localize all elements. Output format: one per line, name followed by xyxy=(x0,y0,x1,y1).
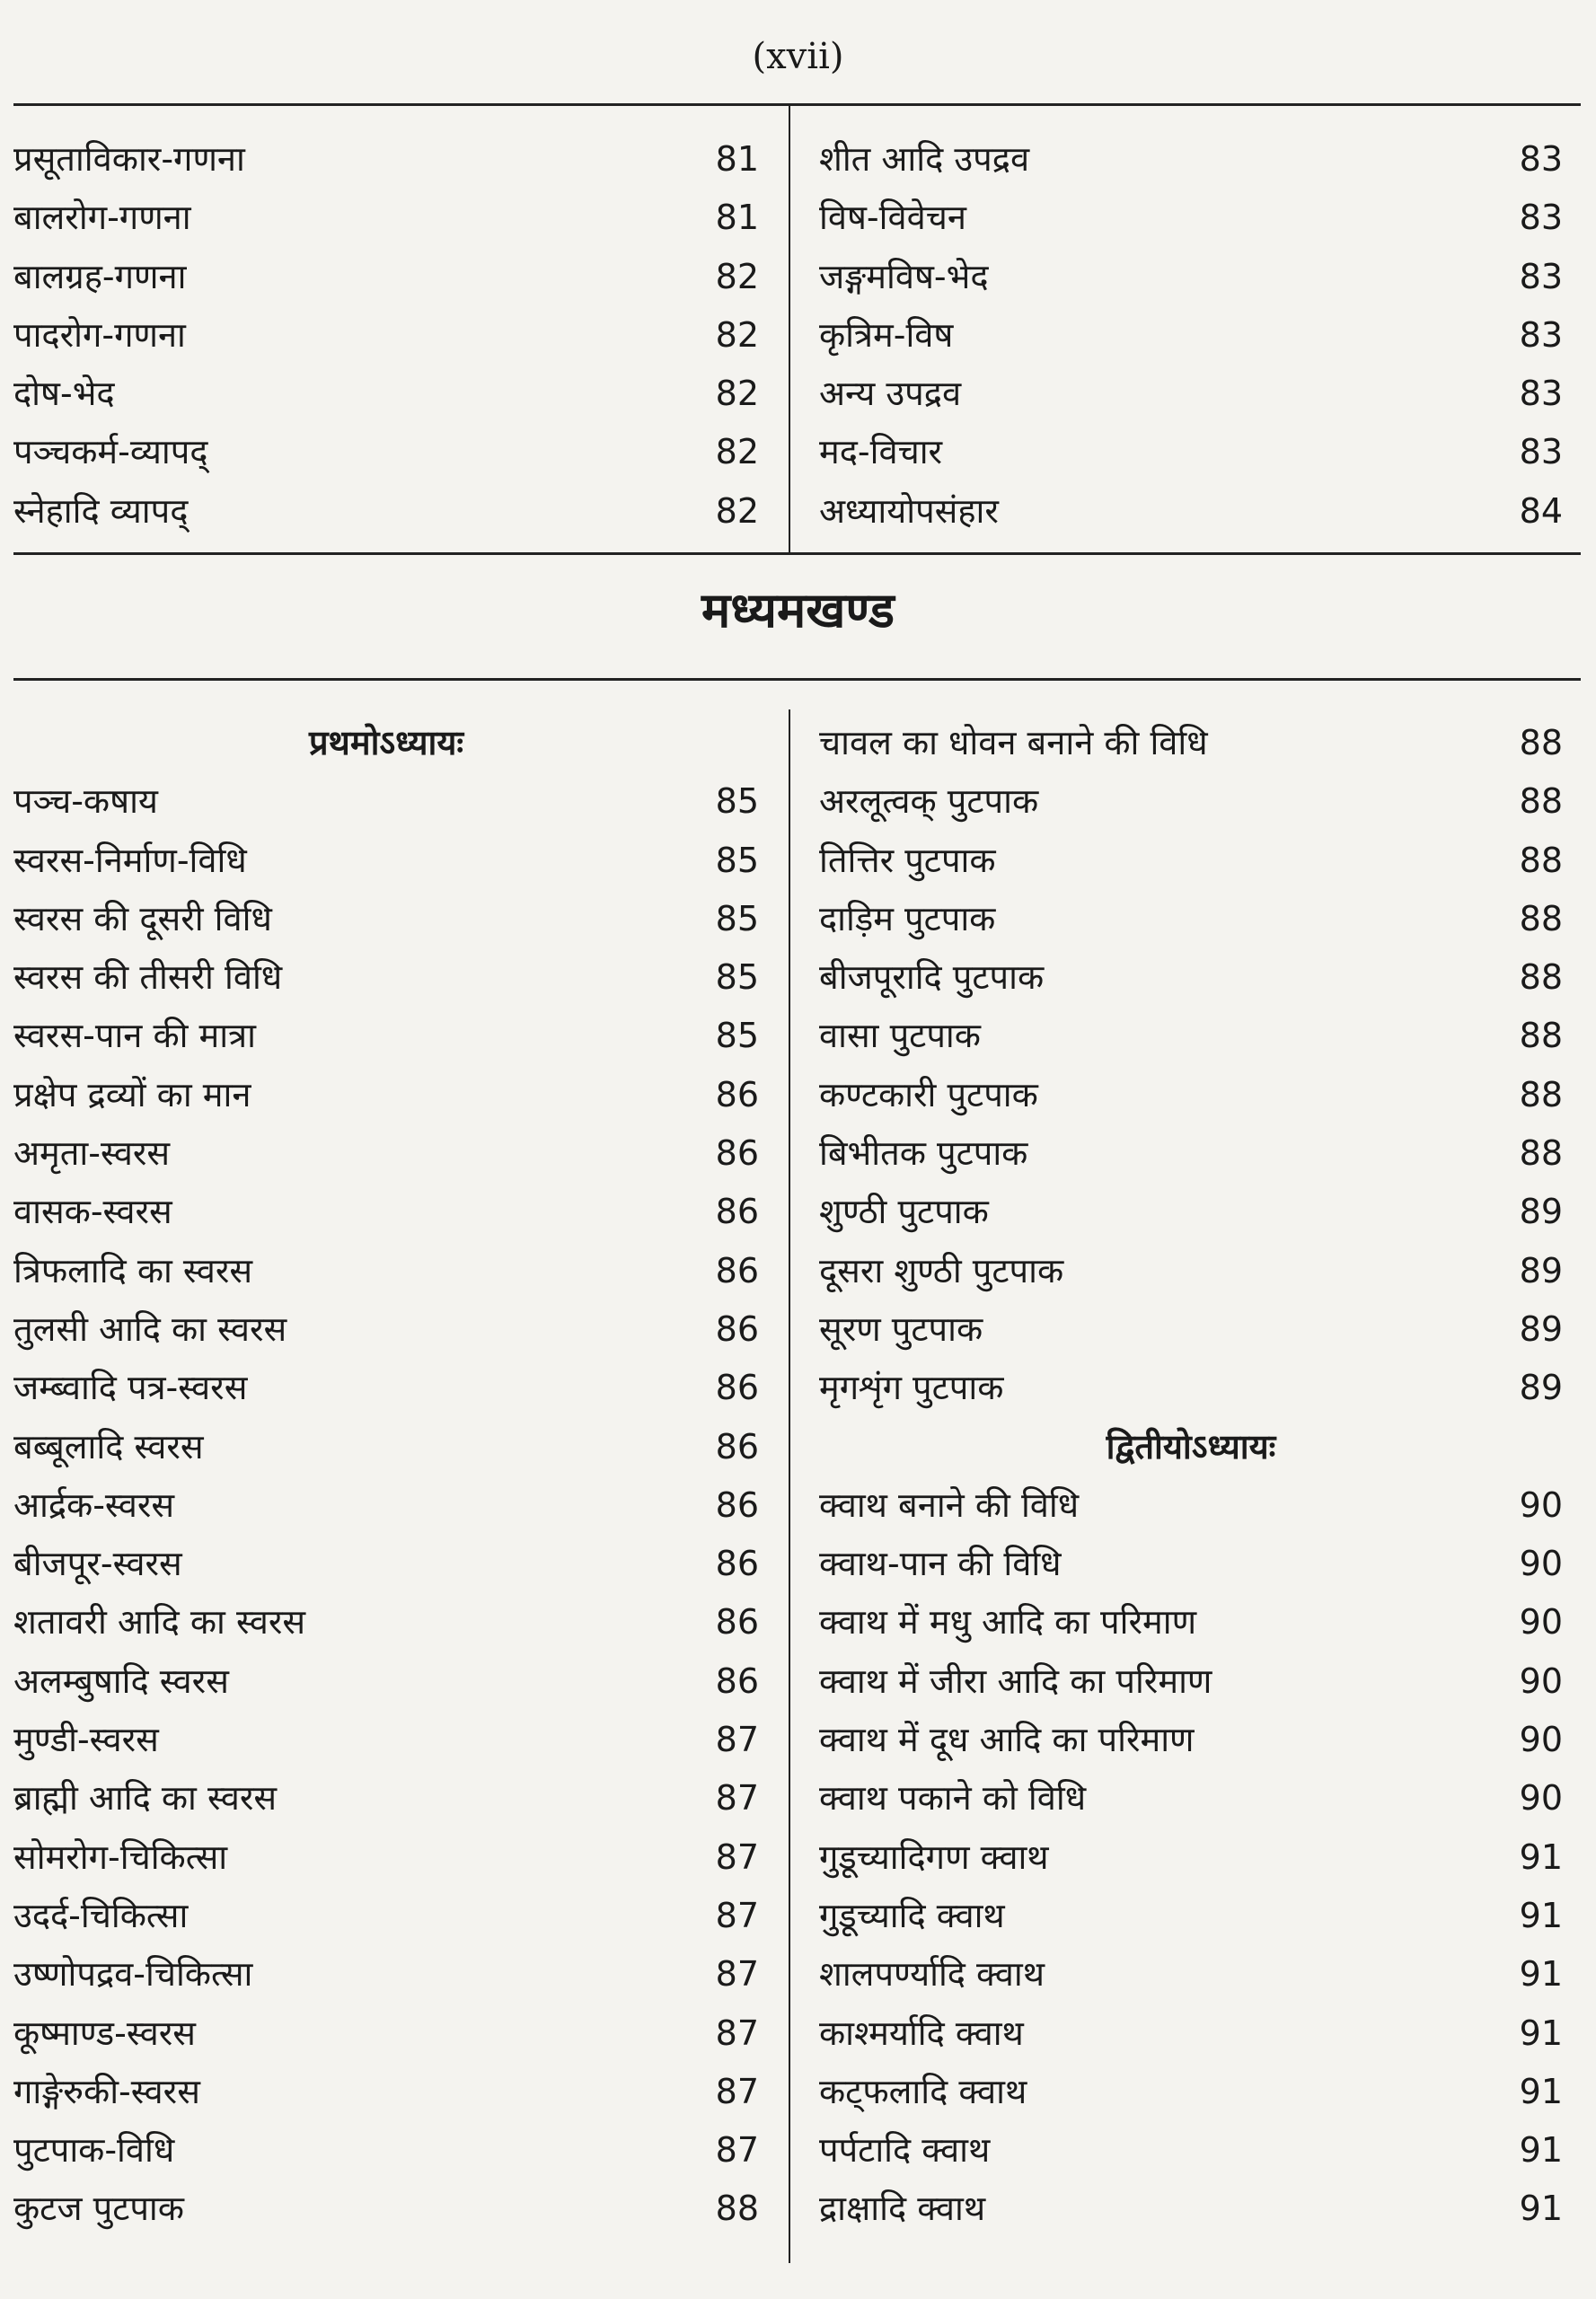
entry-title: बालग्रह-गणना xyxy=(13,256,187,296)
entry-title: ब्राह्मी आदि का स्वरस xyxy=(13,1778,278,1819)
entry-page: 87 xyxy=(715,2071,759,2111)
entry-title: उदर्द-चिकित्सा xyxy=(13,1895,189,1935)
entry-page: 87 xyxy=(715,2130,759,2171)
entry-title: क्वाथ बनाने की विधि xyxy=(819,1484,1080,1525)
entry-title: तुलसी आदि का स्वरस xyxy=(13,1308,287,1349)
entry-title: अमृता-स्वरस xyxy=(13,1133,171,1174)
toc-entry xyxy=(13,1887,759,1945)
entry-page: 90 xyxy=(1519,1778,1563,1819)
toc-entry xyxy=(819,1124,1563,1183)
toc-entry xyxy=(13,423,759,481)
entry-page: 83 xyxy=(1519,432,1563,472)
toc-entry xyxy=(819,306,1563,365)
toc-entry xyxy=(13,1769,759,1828)
entry-page: 85 xyxy=(715,898,759,938)
entry-title: प्रक्षेप द्रव्यों का मान xyxy=(13,1074,251,1114)
entry-title: वासा पुटपाक xyxy=(819,1016,981,1056)
toc-entry xyxy=(13,1066,759,1124)
toc-entry xyxy=(13,2121,759,2180)
entry-title: उष्णोपद्रव-चिकित्सा xyxy=(13,1954,253,1995)
toc-entry xyxy=(819,1300,1563,1359)
entry-title: तित्तिर पुटपाक xyxy=(819,840,996,880)
toc-entry xyxy=(819,1887,1563,1945)
bottom-column-divider xyxy=(789,709,790,2263)
page-number: (xvii) xyxy=(752,36,844,77)
toc-entry xyxy=(13,1652,759,1711)
top-rule xyxy=(13,103,1581,106)
entry-title: क्वाथ-पान की विधि xyxy=(819,1544,1062,1584)
entry-page: 86 xyxy=(715,1368,759,1408)
entry-page: 82 xyxy=(715,374,759,414)
entry-page: 81 xyxy=(715,139,759,179)
entry-title: क्वाथ में दूध आदि का परिमाण xyxy=(819,1720,1195,1760)
entry-title: अन्य उपद्रव xyxy=(819,374,962,414)
entry-title: गुडूच्यादि क्वाथ xyxy=(819,1895,1005,1935)
entry-page: 88 xyxy=(1519,1133,1563,1174)
toc-entry xyxy=(13,2063,759,2121)
toc-entry xyxy=(819,1652,1563,1711)
entry-page: 85 xyxy=(715,781,759,822)
entry-page: 91 xyxy=(1519,1837,1563,1877)
toc-entry xyxy=(13,1124,759,1183)
entry-page: 86 xyxy=(715,1484,759,1525)
toc-entry xyxy=(13,1359,759,1417)
entry-page: 89 xyxy=(1519,1368,1563,1408)
entry-title: गुडूच्यादिगण क्वाथ xyxy=(819,1837,1049,1877)
entry-page: 85 xyxy=(715,957,759,998)
entry-page: 83 xyxy=(1519,139,1563,179)
entry-page: 85 xyxy=(715,840,759,880)
entry-title: कुटज पुटपाक xyxy=(13,2189,184,2229)
entry-title: स्वरस की तीसरी विधि xyxy=(13,957,283,998)
entry-title: गाङ्गेरुकी-स्वरस xyxy=(13,2071,200,2111)
entry-title: पादरोग-गणना xyxy=(13,314,186,355)
entry-title: बालरोग-गणना xyxy=(13,198,191,238)
entry-page: 82 xyxy=(715,490,759,531)
toc-entry xyxy=(819,248,1563,306)
entry-title: त्रिफलादि का स्वरस xyxy=(13,1250,253,1290)
entry-page: 86 xyxy=(715,1192,759,1232)
entry-page: 87 xyxy=(715,1895,759,1935)
entry-title: शुण्ठी पुटपाक xyxy=(819,1192,989,1232)
entry-title: सूरण पुटपाक xyxy=(819,1308,983,1349)
toc-entry xyxy=(13,1007,759,1065)
toc-entry xyxy=(13,772,759,831)
toc-entry xyxy=(819,1535,1563,1593)
toc-entry xyxy=(13,365,759,423)
entry-page: 84 xyxy=(1519,490,1563,531)
entry-page: 86 xyxy=(715,1250,759,1290)
entry-page: 91 xyxy=(1519,2013,1563,2053)
entry-title: बीजपूरादि पुटपाक xyxy=(819,957,1045,998)
entry-title: बब्बूलादि स्वरस xyxy=(13,1426,204,1467)
entry-page: 88 xyxy=(1519,898,1563,938)
entry-title: प्रसूताविकार-गणना xyxy=(13,139,245,179)
entry-page: 90 xyxy=(1519,1484,1563,1525)
entry-title: कण्टकारी पुटपाक xyxy=(819,1074,1038,1114)
entry-title: दोष-भेद xyxy=(13,374,115,414)
entry-page: 82 xyxy=(715,256,759,296)
toc-entry xyxy=(819,714,1563,772)
entry-title: जङ्गमविष-भेद xyxy=(819,256,989,296)
toc-entry xyxy=(819,130,1563,189)
entry-page: 90 xyxy=(1519,1602,1563,1643)
entry-title: शालपर्ण्यादि क्वाथ xyxy=(819,1954,1045,1995)
entry-title: पञ्च-कषाय xyxy=(13,781,158,822)
chapter-2-heading: द्वितीयोऽध्यायः xyxy=(1106,1426,1276,1467)
toc-entry xyxy=(819,1945,1563,2004)
entry-title: स्वरस-पान की मात्रा xyxy=(13,1016,256,1056)
entry-title: अरलूत्वक् पुटपाक xyxy=(819,781,1039,822)
entry-title: क्वाथ में जीरा आदि का परिमाण xyxy=(819,1660,1212,1701)
entry-page: 87 xyxy=(715,1778,759,1819)
entry-title: बीजपूर-स्वरस xyxy=(13,1544,182,1584)
entry-page: 88 xyxy=(715,2189,759,2229)
toc-entry xyxy=(13,2180,759,2238)
section-title: मध्यमखण्ड xyxy=(701,582,895,639)
entry-title: अलम्बुषादि स्वरस xyxy=(13,1660,229,1701)
bottom-left-entries xyxy=(13,714,759,2239)
toc-entry xyxy=(819,2004,1563,2063)
entry-title: मद-विचार xyxy=(819,432,943,472)
entry-title: काश्मर्यादि क्वाथ xyxy=(819,2013,1024,2053)
entry-page: 91 xyxy=(1519,1895,1563,1935)
toc-entry xyxy=(13,2004,759,2063)
entry-title: दाड़िम पुटपाक xyxy=(819,898,996,938)
toc-entry xyxy=(819,1183,1563,1241)
entry-title: कट्फलादि क्वाथ xyxy=(819,2071,1027,2111)
entry-page: 88 xyxy=(1519,840,1563,880)
entry-page: 83 xyxy=(1519,198,1563,238)
entry-page: 90 xyxy=(1519,1720,1563,1760)
toc-entry xyxy=(819,1242,1563,1300)
entry-page: 91 xyxy=(1519,2130,1563,2171)
entry-page: 86 xyxy=(715,1426,759,1467)
top-column-divider xyxy=(789,105,790,554)
entry-page: 88 xyxy=(1519,957,1563,998)
entry-page: 91 xyxy=(1519,1954,1563,1995)
toc-entry xyxy=(13,1300,759,1359)
toc-entry xyxy=(13,890,759,948)
entry-page: 83 xyxy=(1519,314,1563,355)
entry-page: 87 xyxy=(715,1720,759,1760)
entry-page: 90 xyxy=(1519,1544,1563,1584)
entry-page: 89 xyxy=(1519,1308,1563,1349)
top-right-entries xyxy=(819,130,1563,541)
toc-entry xyxy=(819,482,1563,541)
top-section-bottom-rule xyxy=(13,552,1581,555)
toc-entry xyxy=(819,2180,1563,2238)
toc-entry xyxy=(819,1066,1563,1124)
toc-entry xyxy=(13,1418,759,1476)
entry-title: क्वाथ में मधु आदि का परिमाण xyxy=(819,1602,1197,1643)
toc-entry xyxy=(819,1007,1563,1065)
toc-entry xyxy=(819,1769,1563,1828)
toc-entry xyxy=(13,1828,759,1887)
entry-page: 90 xyxy=(1519,1660,1563,1701)
toc-entry xyxy=(13,1242,759,1300)
middle-section-rule xyxy=(13,678,1581,681)
toc-entry xyxy=(13,1593,759,1652)
entry-title: विष-विवेचन xyxy=(819,198,966,238)
entry-title: पुटपाक-विधि xyxy=(13,2130,175,2171)
entry-page: 82 xyxy=(715,314,759,355)
toc-entry xyxy=(13,189,759,247)
top-left-entries xyxy=(13,130,759,541)
entry-title: चावल का धोवन बनाने की विधि xyxy=(819,723,1208,762)
entry-title: अध्यायोपसंहार xyxy=(819,490,999,531)
entry-title: क्वाथ पकाने को विधि xyxy=(819,1778,1087,1819)
entry-page: 86 xyxy=(715,1133,759,1174)
entry-page: 91 xyxy=(1519,2071,1563,2111)
entry-page: 86 xyxy=(715,1074,759,1114)
entry-page: 89 xyxy=(1519,1250,1563,1290)
toc-entry xyxy=(13,1945,759,2004)
entry-page: 83 xyxy=(1519,374,1563,414)
entry-page: 83 xyxy=(1519,256,1563,296)
entry-page: 91 xyxy=(1519,2189,1563,2229)
toc-entry xyxy=(819,2063,1563,2121)
entry-title: दूसरा शुण्ठी पुटपाक xyxy=(819,1250,1064,1290)
entry-title: कूष्माण्ड-स्वरस xyxy=(13,2013,196,2053)
entry-page: 87 xyxy=(715,1837,759,1877)
toc-entry xyxy=(819,1476,1563,1535)
toc-entry xyxy=(819,365,1563,423)
chapter-1-heading: प्रथमोऽध्यायः xyxy=(308,723,464,762)
toc-entry xyxy=(819,832,1563,890)
entry-page: 86 xyxy=(715,1308,759,1349)
entry-page: 88 xyxy=(1519,1016,1563,1056)
toc-entry xyxy=(13,248,759,306)
toc-entry xyxy=(819,2121,1563,2180)
entry-title: जम्ब्वादि पत्र-स्वरस xyxy=(13,1368,248,1408)
toc-entry xyxy=(819,1711,1563,1769)
entry-title: पञ्चकर्म-व्यापद् xyxy=(13,432,208,472)
toc-entry xyxy=(13,948,759,1007)
entry-page: 85 xyxy=(715,1016,759,1056)
entry-page: 86 xyxy=(715,1544,759,1584)
entry-title: वासक-स्वरस xyxy=(13,1192,172,1232)
entry-page: 88 xyxy=(1519,723,1563,762)
toc-entry xyxy=(13,832,759,890)
toc-entry xyxy=(819,1593,1563,1652)
entry-title: बिभीतक पुटपाक xyxy=(819,1133,1028,1174)
toc-entry xyxy=(819,772,1563,831)
toc-entry xyxy=(819,1359,1563,1417)
toc-entry xyxy=(819,890,1563,948)
entry-page: 88 xyxy=(1519,781,1563,822)
entry-title: मुण्डी-स्वरस xyxy=(13,1720,159,1760)
entry-title: स्वरस-निर्माण-विधि xyxy=(13,840,247,880)
entry-page: 87 xyxy=(715,1954,759,1995)
toc-entry xyxy=(819,423,1563,481)
toc-entry xyxy=(13,1535,759,1593)
entry-title: पर्पटादि क्वाथ xyxy=(819,2130,991,2171)
entry-page: 82 xyxy=(715,432,759,472)
entry-title: शतावरी आदि का स्वरस xyxy=(13,1602,306,1643)
toc-entry xyxy=(819,189,1563,247)
entry-page: 87 xyxy=(715,2013,759,2053)
entry-page: 86 xyxy=(715,1602,759,1643)
entry-title: द्राक्षादि क्वाथ xyxy=(819,2189,986,2229)
entry-page: 81 xyxy=(715,198,759,238)
toc-entry xyxy=(13,306,759,365)
entry-title: शीत आदि उपद्रव xyxy=(819,139,1030,179)
entry-title: स्नेहादि व्यापद् xyxy=(13,490,189,531)
toc-entry xyxy=(13,1711,759,1769)
toc-entry xyxy=(13,1183,759,1241)
toc-entry xyxy=(13,482,759,541)
entry-page: 88 xyxy=(1519,1074,1563,1114)
bottom-right-entries xyxy=(819,714,1563,2239)
entry-title: कृत्रिम-विष xyxy=(819,314,954,355)
toc-entry xyxy=(819,948,1563,1007)
toc-entry xyxy=(819,1828,1563,1887)
entry-title: सोमरोग-चिकित्सा xyxy=(13,1837,228,1877)
toc-entry xyxy=(13,130,759,189)
entry-title: आर्द्रक-स्वरस xyxy=(13,1484,175,1525)
toc-entry xyxy=(13,1476,759,1535)
entry-page: 86 xyxy=(715,1660,759,1701)
entry-title: मृगशृंग पुटपाक xyxy=(819,1368,1004,1408)
entry-title: स्वरस की दूसरी विधि xyxy=(13,898,272,938)
entry-page: 89 xyxy=(1519,1192,1563,1232)
